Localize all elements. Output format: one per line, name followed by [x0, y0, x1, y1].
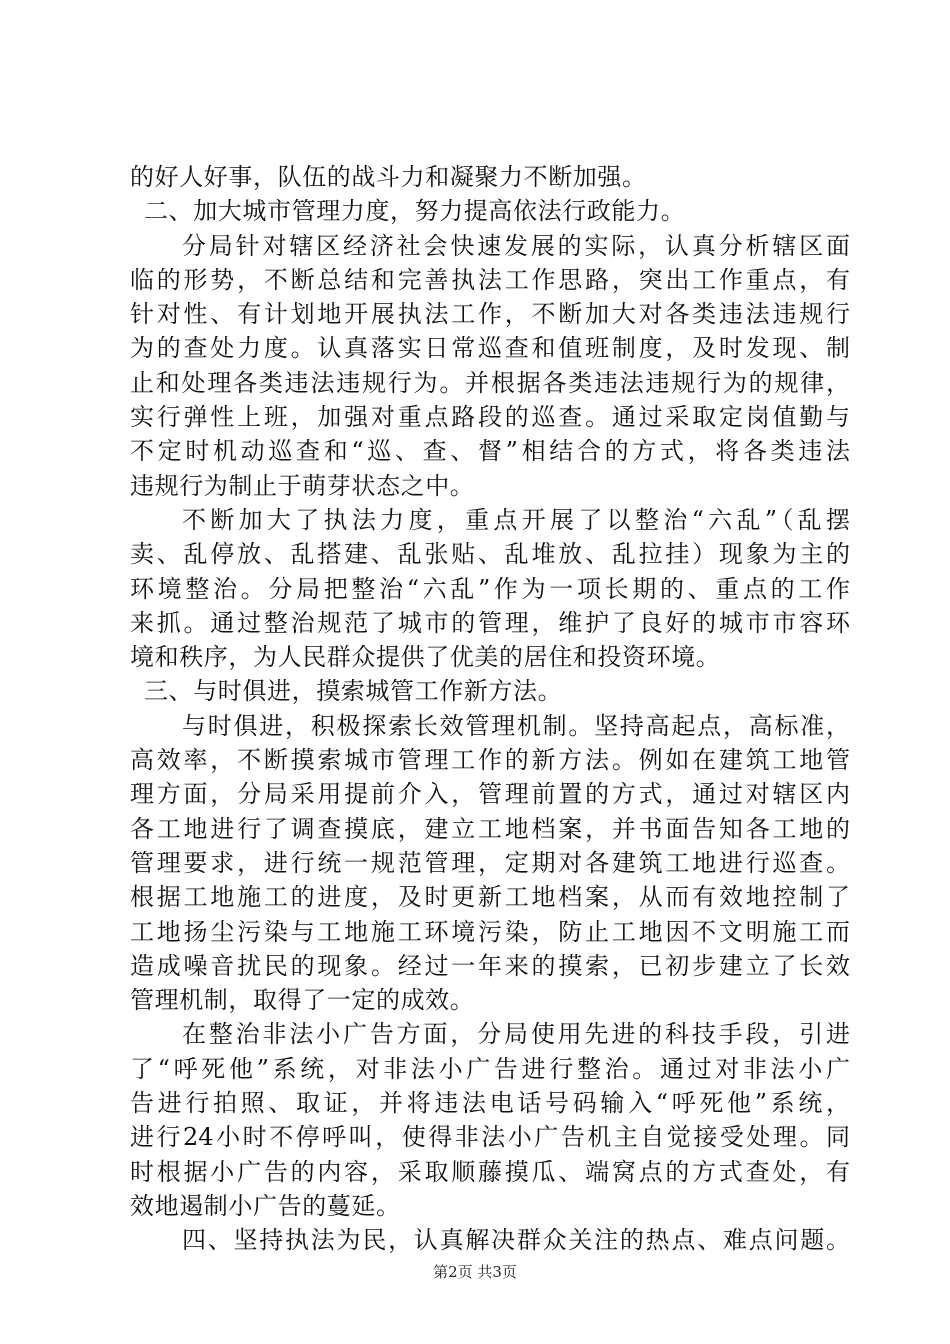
text-line: 卖、乱停放、乱搭建、乱张贴、乱堆放、乱拉挂）现象为主的	[130, 540, 850, 569]
text-line: 告进行拍照、取证，并将违法电话号码输入“呼死他”系统，	[130, 1089, 850, 1118]
page-footer: 第2页 共3页	[433, 1263, 517, 1281]
text-line: 各工地进行了调查摸底，建立工地档案，并书面告知各工地的	[130, 814, 850, 843]
text-line: 工地扬尘污染与工地施工环境污染，防止工地因不文明施工而	[130, 917, 850, 946]
section-heading: 二、加大城市管理力度，努力提高依法行政能力。	[144, 197, 686, 226]
text-line: 管理机制，取得了一定的成效。	[130, 986, 475, 1015]
text-line: 为的查处力度。认真落实日常巡查和值班制度，及时发现、制	[130, 334, 850, 363]
text-line: 了“呼死他”系统，对非法小广告进行整治。通过对非法小广	[130, 1054, 850, 1083]
text-line: 不断加大了执法力度，重点开展了以整治“六乱”（乱摆	[182, 505, 850, 534]
section-heading: 四、坚持执法为民，认真解决群众关注的热点、难点问题。	[182, 1226, 850, 1255]
text-line: 针对性、有计划地开展执法工作，不断加大对各类违法违规行	[130, 300, 850, 329]
text-line: 理方面，分局采用提前介入，管理前置的方式，通过对辖区内	[130, 780, 850, 809]
text-line: 的好人好事，队伍的战斗力和凝聚力不断加强。	[130, 163, 647, 191]
text-line: 在整治非法小广告方面，分局使用先进的科技手段，引进	[182, 1020, 850, 1049]
text-line: 环境整治。分局把整治“六乱”作为一项长期的、重点的工作	[130, 574, 850, 603]
document-body	[130, 160, 850, 1258]
text-line: 临的形势，不断总结和完善执法工作思路，突出工作重点，有	[130, 265, 850, 294]
text-line: 来抓。通过整治规范了城市的管理，维护了良好的城市市容环	[130, 608, 850, 637]
text-line: 违规行为制止于萌芽状态之中。	[130, 471, 475, 500]
text-line: 与时俱进，积极探索长效管理机制。坚持高起点，高标准，	[182, 711, 850, 740]
text-line: 造成噪音扰民的现象。经过一年来的摸索，已初步建立了长效	[130, 951, 850, 980]
text-line: 效地遏制小广告的蔓延。	[130, 1191, 401, 1220]
text-line: 止和处理各类违法违规行为。并根据各类违法违规行为的规律，	[130, 368, 850, 397]
text-line: 实行弹性上班，加强对重点路段的巡查。通过采取定岗值勤与	[130, 403, 850, 432]
text-line: 高效率，不断摸索城市管理工作的新方法。例如在建筑工地管	[130, 746, 850, 775]
text-line: 分局针对辖区经济社会快速发展的实际，认真分析辖区面	[182, 231, 850, 260]
text-line: 时根据小广告的内容，采取顺藤摸瓜、端窝点的方式查处，有	[130, 1157, 850, 1186]
text-line: 根据工地施工的进度，及时更新工地档案，从而有效地控制了	[130, 883, 850, 912]
section-heading: 三、与时俱进，摸索城管工作新方法。	[144, 677, 563, 706]
text-line: 不定时机动巡查和“巡、查、督”相结合的方式，将各类违法	[130, 437, 850, 466]
text-line: 境和秩序，为人民群众提供了优美的居住和投资环境。	[130, 643, 721, 672]
text-line: 进行24小时不停呼叫，使得非法小广告机主自觉接受处理。同	[130, 1123, 850, 1152]
text-line: 管理要求，进行统一规范管理，定期对各建筑工地进行巡查。	[130, 848, 850, 877]
